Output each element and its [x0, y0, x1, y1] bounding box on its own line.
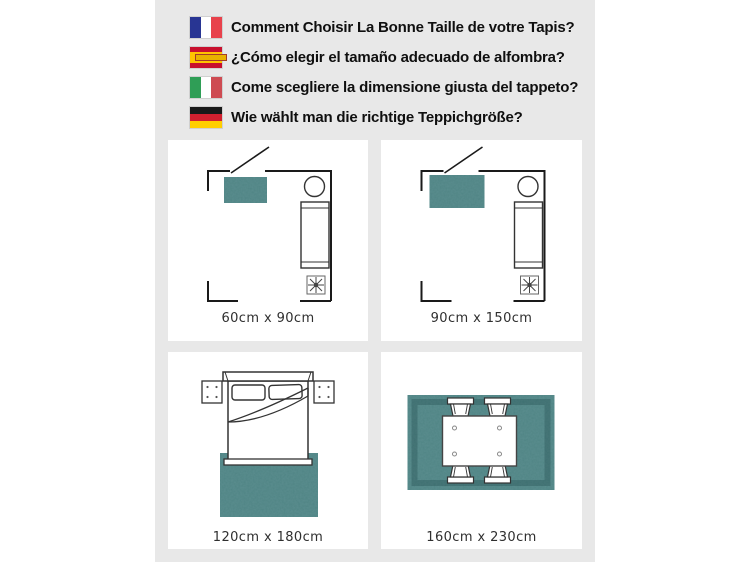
italy-flag-icon — [190, 77, 222, 98]
rug-size-label: 60cm x 90cm — [221, 311, 315, 326]
language-header — [190, 17, 595, 137]
headboard — [223, 372, 313, 381]
wall-bottom-left — [422, 281, 452, 301]
plant-icon — [521, 276, 539, 294]
console-table — [301, 202, 329, 268]
round-table — [305, 177, 325, 197]
rug-size-label: 160cm x 230cm — [426, 530, 537, 545]
door-swing — [445, 147, 483, 173]
panel-entry-room-medium — [381, 140, 582, 341]
nightstand-right — [314, 381, 334, 403]
dining-room-diagram — [381, 352, 582, 549]
dining-table — [443, 416, 517, 466]
rug — [224, 177, 267, 203]
rug-size-label: 120cm x 180cm — [212, 530, 324, 545]
germany-flag-icon — [190, 107, 222, 128]
header-row-italian — [190, 77, 595, 98]
console-table — [515, 202, 543, 268]
header-title-french: Comment Choisir La Bonne Taille de votre Tapis? — [231, 19, 575, 36]
spain-flag-icon — [190, 47, 222, 68]
rug — [430, 175, 485, 208]
round-table — [518, 177, 538, 197]
header-title-italian: Come scegliere la dimensione giusta del tappeto? — [231, 79, 579, 96]
header-title-spanish: ¿Cómo elegir el tamaño adecuado de alfombra? — [231, 49, 565, 66]
wall-bottom-left — [208, 281, 238, 301]
nightstand-left — [202, 381, 222, 403]
header-row-german — [190, 107, 595, 128]
panel-dining-room — [381, 352, 582, 549]
header-row-spanish — [190, 47, 595, 68]
header-row-french — [190, 17, 595, 38]
footboard — [224, 459, 312, 465]
panel-entry-room-small — [168, 140, 368, 341]
pillow-right — [269, 384, 302, 399]
france-flag-icon — [190, 17, 222, 38]
bedroom-diagram — [168, 352, 368, 549]
header-title-german: Wie wählt man die richtige Teppichgröße? — [231, 109, 523, 126]
rug-size-label: 90cm x 150cm — [430, 311, 533, 326]
pillow-left — [232, 385, 265, 400]
panel-bedroom — [168, 352, 368, 549]
plant-icon — [307, 276, 325, 294]
bed — [223, 372, 313, 465]
rug-size-guide-image — [155, 0, 595, 562]
door-swing — [231, 147, 269, 173]
